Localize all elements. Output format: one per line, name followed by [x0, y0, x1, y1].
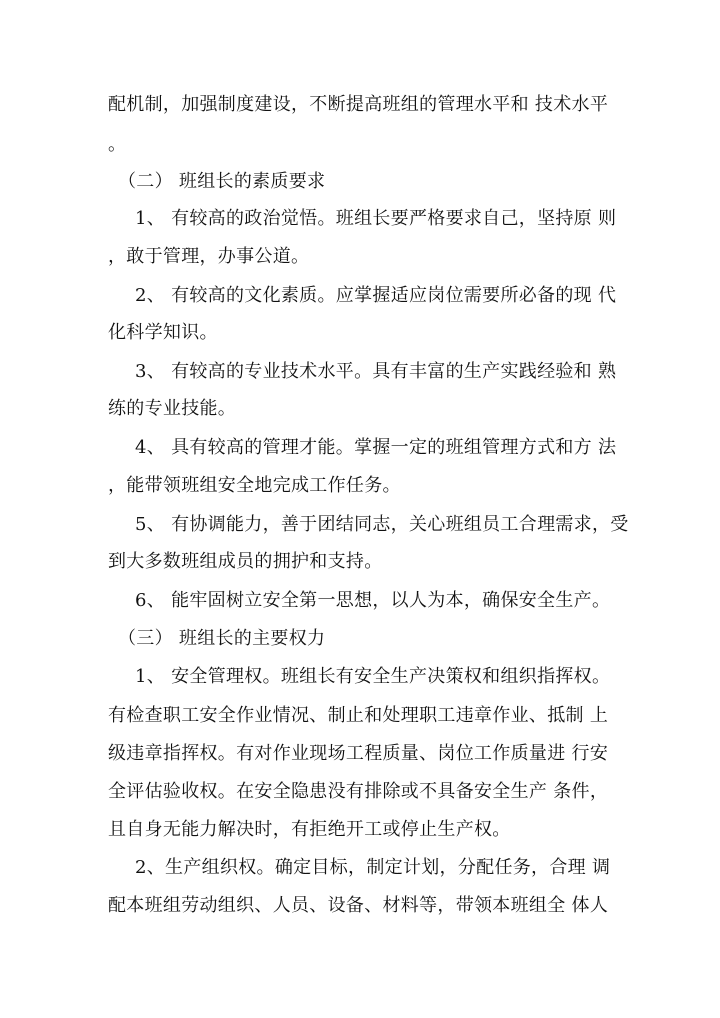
text-line: 化科学知识。 [108, 322, 218, 343]
text-line: 有检查职工安全作业情况、制止和处理职工违章作业、抵制 上 [108, 705, 609, 726]
text-line: 2、生产组织权。确定目标，制定计划，分配任务，合理 调 [135, 857, 611, 878]
text-line: 全评估验收权。在安全隐患没有排除或不具备安全生产 条件， [108, 781, 609, 802]
text-line: 。 [108, 134, 127, 155]
text-line: ，能带领班组安全地完成工作任务。 [108, 475, 401, 496]
text-line: 到大多数班组成员的拥护和支持。 [108, 551, 383, 572]
text-line: 配本班组劳动组织、人员、设备、材料等，带领本班组全 体人 [108, 895, 609, 916]
text-line: 且自身无能力解决时，有拒绝开工或停止生产权。 [108, 819, 511, 840]
text-line: 5、 有协调能力，善于团结同志，关心班组员工合理需求，受 [135, 514, 629, 535]
text-line: 练的专业技能。 [108, 398, 237, 419]
text-line: 1、 有较高的政治觉悟。班组长要严格要求自己，坚持原 则 [135, 208, 617, 229]
text-line: 1、 安全管理权。班组长有安全生产决策权和组织指挥权。 [135, 666, 611, 687]
text-line: 6、 能牢固树立安全第一思想，以人为本，确保安全生产。 [135, 590, 611, 611]
text-line: 级违章指挥权。有对作业现场工程质量、岗位工作质量进 行安 [108, 743, 609, 764]
section-heading: （二） 班组长的素质要求 [118, 171, 326, 192]
text-line: 配机制，加强制度建设，不断提高班组的管理水平和 技术水平 [108, 94, 609, 115]
text-line: 3、 有较高的专业技术水平。具有丰富的生产实践经验和 熟 [135, 361, 617, 382]
text-line: ，敢于管理，办事公道。 [108, 246, 310, 267]
text-line: 4、 具有较高的管理才能。掌握一定的班组管理方式和方 法 [135, 437, 617, 458]
section-heading: （三） 班组长的主要权力 [118, 628, 326, 649]
text-line: 2、 有较高的文化素质。应掌握适应岗位需要所必备的现 代 [135, 285, 617, 306]
